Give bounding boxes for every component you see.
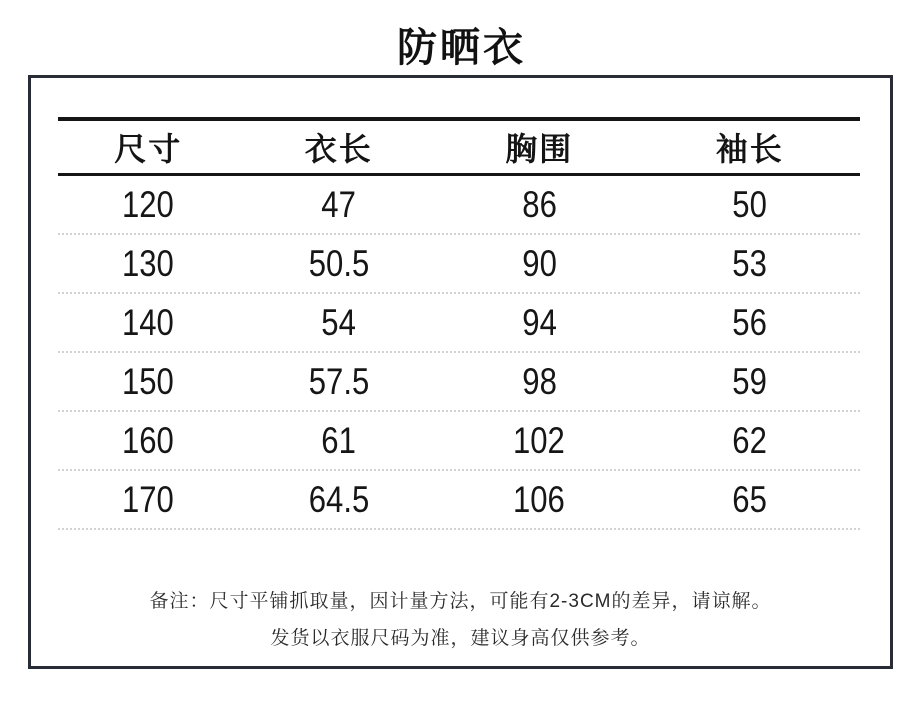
note-measurement-tolerance: 备注：尺寸平铺抓取量，因计量方法，可能有2-3CM的差异，请谅解。: [149, 591, 772, 612]
cell-size: 140: [122, 301, 175, 343]
column-header-length: 衣长: [304, 131, 373, 167]
cell-size: 120: [122, 183, 175, 225]
table-row: [58, 235, 860, 294]
cell-size: 150: [122, 360, 175, 402]
table-row: [58, 176, 860, 235]
table-row: [58, 412, 860, 471]
cell-length: 47: [321, 183, 356, 225]
size-table: [58, 117, 860, 530]
cell-length: 54: [321, 301, 356, 343]
cell-sleeve: 65: [732, 478, 768, 520]
table-row: [58, 471, 860, 530]
cell-chest: 94: [521, 301, 557, 343]
cell-length: 61: [321, 419, 356, 461]
cell-length: 57.5: [308, 360, 369, 402]
cell-size: 130: [122, 242, 175, 284]
cell-size: 160: [122, 419, 175, 461]
cell-chest: 102: [513, 419, 566, 461]
table-row: [58, 353, 860, 412]
cell-chest: 90: [521, 242, 557, 284]
table-header-row: [58, 117, 860, 176]
column-header-size: 尺寸: [114, 131, 183, 167]
cell-sleeve: 50: [732, 183, 768, 225]
cell-size: 170: [122, 478, 175, 520]
notes-section: [31, 583, 890, 657]
table-row: [58, 294, 860, 353]
page-title: 防晒衣: [397, 26, 526, 70]
size-chart-frame: [28, 75, 893, 669]
cell-chest: 106: [513, 478, 566, 520]
column-header-chest: 胸围: [505, 131, 574, 167]
cell-chest: 86: [521, 183, 557, 225]
cell-sleeve: 62: [732, 419, 768, 461]
cell-sleeve: 56: [732, 301, 768, 343]
cell-chest: 98: [521, 360, 557, 402]
cell-sleeve: 59: [732, 360, 768, 402]
cell-length: 50.5: [308, 242, 369, 284]
cell-length: 64.5: [308, 478, 369, 520]
column-header-sleeve: 袖长: [715, 131, 784, 167]
note-sizing-advice: 发货以衣服尺码为准，建议身高仅供参考。: [270, 628, 651, 649]
cell-sleeve: 53: [732, 242, 768, 284]
